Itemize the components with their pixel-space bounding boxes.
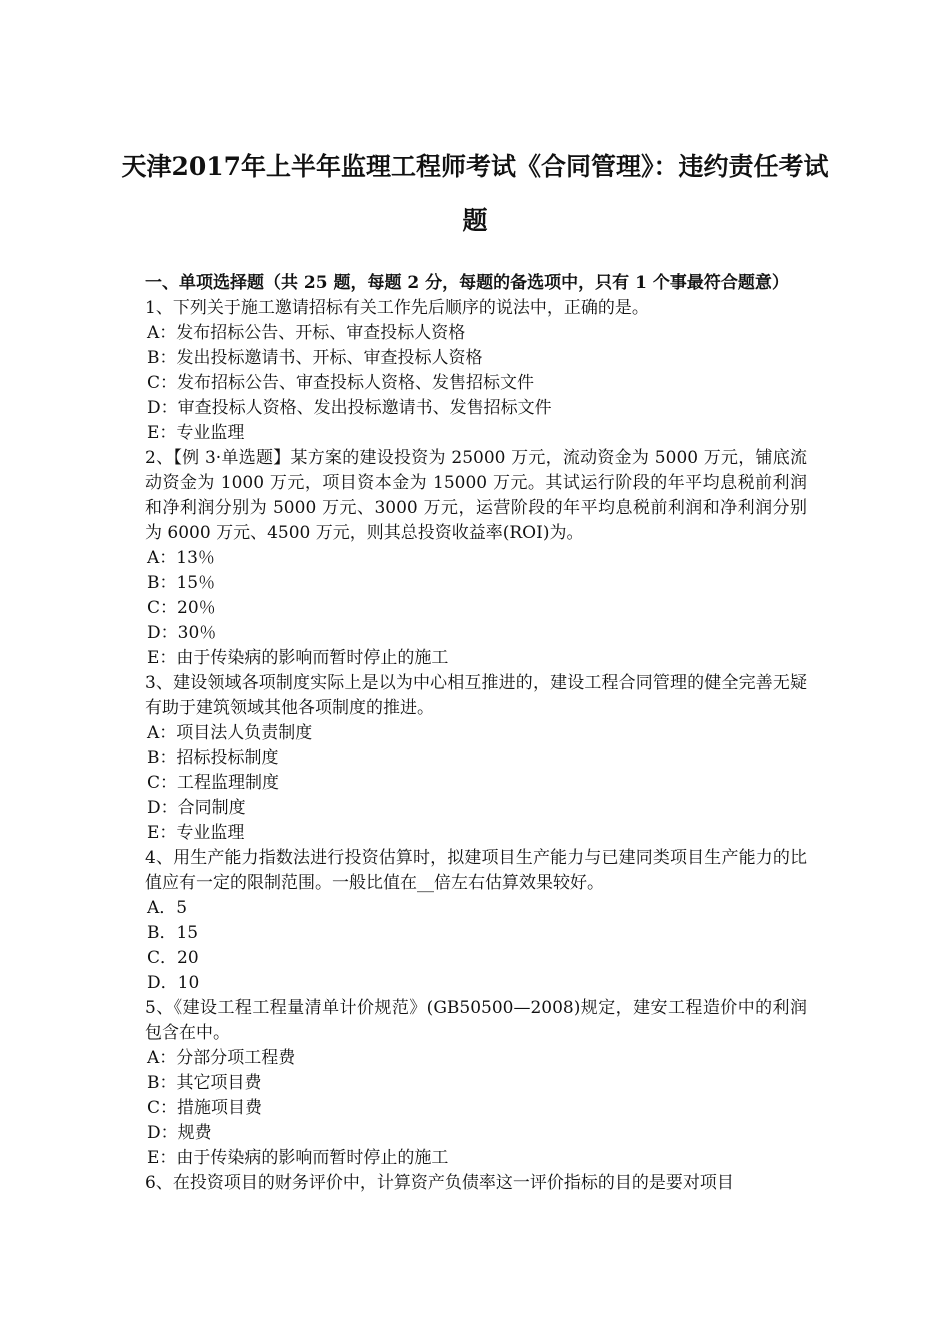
document-title: 天津2017年上半年监理工程师考试《合同管理》：违约责任考试题 [121,152,829,235]
option-item: B．15 [147,923,199,943]
question-text: 4、用生产能力指数法进行投资估算时，拟建项目生产能力与已建同类项目生产能力的比值应有一定的限制范围。一般比值在__倍左右估算效果较好。 [145,848,807,893]
option-item: D：规费 [147,1123,212,1143]
option-item: D：审查投标人资格、发出投标邀请书、发售招标文件 [147,398,552,418]
option-list [145,1046,807,1171]
question-block [145,446,807,671]
question-text: 6、在投资项目的财务评价中，计算资产负债率这一评价指标的目的是要对项目 [145,1173,734,1193]
option-item: A：发布招标公告、开标、审查投标人资格 [147,323,466,343]
option-item: C：20％ [147,598,216,618]
option-item: E：专业监理 [147,423,245,443]
question-block [145,846,807,996]
question-text: 5、《建设工程工程量清单计价规范》(GB50500—2008)规定，建安工程造价中的利润包含在中。 [145,998,807,1043]
option-item: A．5 [147,898,188,918]
option-item: C．20 [147,948,199,968]
document-body [145,271,807,1196]
question-block [145,671,807,846]
option-item: B：其它项目费 [147,1073,262,1093]
question-block [145,1171,807,1196]
option-item: E：由于传染病的影响而暂时停止的施工 [147,648,449,668]
question-block [145,996,807,1171]
option-list [145,721,807,846]
option-item: D：合同制度 [147,798,246,818]
option-item: D．10 [147,973,200,993]
section-heading: 一、单项选择题（共 25 题，每题 2 分，每题的备选项中，只有 1 个事最符合题意） [145,273,789,293]
option-item: C：工程监理制度 [147,773,280,793]
option-list [145,896,807,996]
option-item: E：专业监理 [147,823,245,843]
option-item: C：措施项目费 [147,1098,263,1118]
option-list [145,321,807,446]
option-item: D：30％ [147,623,217,643]
option-item: A：分部分项工程费 [147,1048,296,1068]
option-list [145,546,807,671]
option-item: E：由于传染病的影响而暂时停止的施工 [147,1148,449,1168]
question-text: 3、建设领域各项制度实际上是以为中心相互推进的，建设工程合同管理的健全完善无疑有助于建筑领域其他各项制度的推进。 [145,673,807,718]
question-text: 2、【例 3·单选题】某方案的建设投资为 25000 万元，流动资金为 5000 万元，铺底流动资金为 1000 万元，项目资本金为 15000 万元。其试运行阶段的年平均息税前利润和净利润分别为 5000 万元、3000 万元，运营阶段的年平均息税前利润和净利润分别为 6000 万元、4500 万元，则其总投资收益率(ROI)为。 [145,448,807,543]
option-item: A：13％ [147,548,215,568]
option-item: B：发出投标邀请书、开标、审查投标人资格 [147,348,483,368]
question-block [145,296,807,446]
option-item: B：招标投标制度 [147,748,279,768]
option-item: A：项目法人负责制度 [147,723,313,743]
option-item: B：15％ [147,573,216,593]
option-item: C：发布招标公告、审查投标人资格、发售招标文件 [147,373,535,393]
question-text: 1、下列关于施工邀请招标有关工作先后顺序的说法中，正确的是。 [145,298,649,318]
